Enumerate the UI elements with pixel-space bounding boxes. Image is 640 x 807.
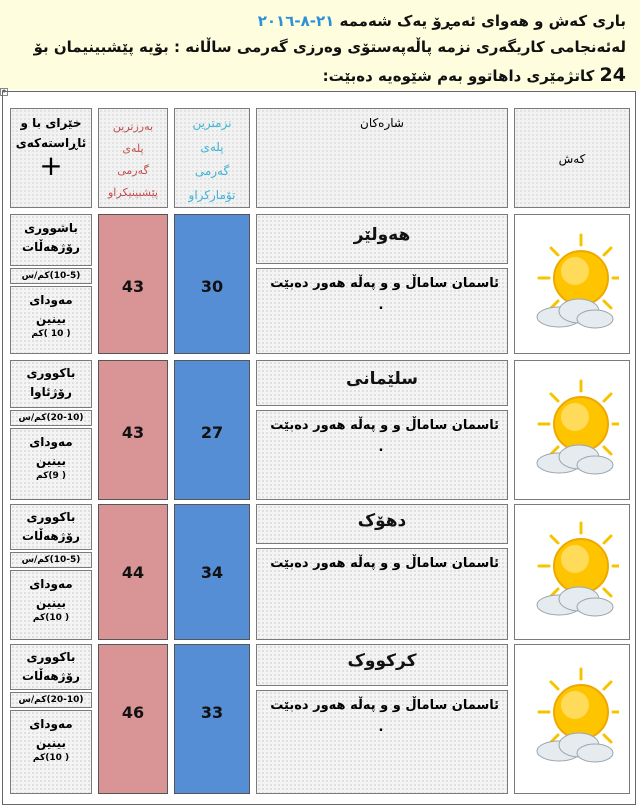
row-3-desc-cell bbox=[256, 548, 508, 640]
header-max-temp-label-4: پێشبینیکراو bbox=[108, 186, 158, 199]
row-3-max-temp-cell bbox=[98, 504, 168, 640]
header-line-1 bbox=[258, 12, 626, 30]
row-1-city-cell bbox=[256, 214, 508, 264]
row-2-min-temp: 27 bbox=[200, 423, 224, 442]
row-4-weather-cell bbox=[514, 644, 630, 794]
row-2-weather-cell bbox=[514, 360, 630, 500]
row-2-city-name: سلێمانی bbox=[346, 369, 418, 389]
header-min-temp-cell bbox=[174, 108, 250, 208]
row-3-weather-cell bbox=[514, 504, 630, 640]
row-4-city-name: کرکووک bbox=[347, 651, 417, 671]
row-1-visibility-label-2: بینین bbox=[36, 312, 66, 326]
row-3-min-temp: 34 bbox=[200, 563, 224, 582]
row-2-max-temp: 43 bbox=[121, 423, 145, 442]
row-3-wind-speed-cell bbox=[10, 552, 92, 568]
row-3-visibility-label-1: مەودای bbox=[29, 577, 73, 591]
sun-cloud-icon bbox=[529, 519, 619, 619]
row-4-wind-speed-cell bbox=[10, 692, 92, 708]
row-3-max-temp: 44 bbox=[121, 563, 145, 582]
row-1-max-temp: 43 bbox=[121, 277, 145, 296]
row-3-wind-speed: (10-5)کم/س bbox=[21, 555, 81, 565]
header-max-temp-label-1: بەرزترین bbox=[112, 120, 154, 133]
header-max-temp-cell bbox=[98, 108, 168, 208]
row-1-wind-dir-1: باشووری bbox=[24, 221, 78, 235]
header-weather-label: کەش bbox=[558, 152, 586, 166]
row-2-description: ئاسمان ساماڵ و و پەڵە هەور دەبێت bbox=[270, 418, 499, 433]
row-2-description-dot: . bbox=[378, 440, 384, 455]
sun-cloud-icon bbox=[529, 231, 619, 331]
row-2-wind-speed: (20-10)کم/س bbox=[18, 413, 84, 423]
report-header bbox=[0, 0, 640, 90]
header-weather-cell bbox=[514, 108, 630, 208]
row-4-visibility-cell bbox=[10, 710, 92, 794]
header-wind-label-1: خێرای با و bbox=[20, 116, 82, 130]
row-1-min-temp: 30 bbox=[200, 277, 224, 296]
plus-icon: + bbox=[39, 149, 63, 182]
row-4-visibility-label-2: بینین bbox=[36, 736, 66, 750]
forecast-intro: کاتژمێری داهاتوو بەم شێوەیە دەبێت: bbox=[322, 67, 595, 85]
row-1-description-dot: . bbox=[378, 298, 384, 313]
row-2-visibility-cell bbox=[10, 428, 92, 500]
header-min-temp-label-2: پلەی bbox=[200, 140, 224, 154]
row-2-wind-dir-2: رۆژئاوا bbox=[30, 385, 72, 399]
row-1-wind-dir-cell bbox=[10, 214, 92, 266]
row-4-max-temp-cell bbox=[98, 644, 168, 794]
row-1-weather-cell bbox=[514, 214, 630, 354]
row-2-max-temp-cell bbox=[98, 360, 168, 500]
row-3-visibility-label-2: بینین bbox=[36, 596, 66, 610]
row-1-min-temp-cell bbox=[174, 214, 250, 354]
table-move-handle[interactable]: + bbox=[1, 88, 7, 95]
row-3-wind-dir-1: باکووری bbox=[26, 510, 76, 524]
row-1-visibility-cell bbox=[10, 286, 92, 354]
header-wind-cell bbox=[10, 108, 92, 208]
row-3-visibility-cell bbox=[10, 570, 92, 640]
row-1-desc-cell bbox=[256, 268, 508, 354]
header-city-label: شارەکان bbox=[360, 116, 404, 130]
row-2-wind-speed-cell bbox=[10, 410, 92, 426]
header-min-temp-label-4: تۆمارکراو bbox=[188, 188, 236, 202]
row-4-description: ئاسمان ساماڵ و و پەڵە هەور دەبێت bbox=[270, 698, 499, 713]
header-line-3 bbox=[323, 64, 626, 86]
sun-cloud-icon bbox=[529, 377, 619, 477]
row-4-desc-cell bbox=[256, 690, 508, 794]
row-1-visibility-label-1: مەودای bbox=[29, 293, 73, 307]
row-4-wind-dir-2: رۆژهەڵات bbox=[22, 669, 80, 683]
row-4-max-temp: 46 bbox=[121, 703, 145, 722]
row-1-city-name: هەولێر bbox=[353, 225, 411, 245]
header-min-temp-label-3: گەرمی bbox=[194, 164, 230, 178]
row-4-city-cell bbox=[256, 644, 508, 686]
row-4-visibility-label-1: مەودای bbox=[29, 717, 73, 731]
header-line-2: لەئەنجامی کاریگەری نزمە پاڵەپەستۆی وەرزی گەرمی ساڵانە : بۆیە پێشبینیمان بۆ bbox=[33, 38, 626, 56]
row-3-min-temp-cell bbox=[174, 504, 250, 640]
forecast-hours: 24 bbox=[599, 64, 626, 86]
row-3-visibility: ( 10)کم bbox=[32, 613, 70, 623]
sun-cloud-icon bbox=[529, 665, 619, 765]
row-4-wind-dir-cell bbox=[10, 644, 92, 690]
row-3-wind-dir-cell bbox=[10, 504, 92, 550]
row-3-city-name: دهۆک bbox=[357, 511, 407, 531]
row-4-description-dot: . bbox=[378, 720, 384, 735]
row-2-desc-cell bbox=[256, 410, 508, 500]
row-4-min-temp-cell bbox=[174, 644, 250, 794]
row-2-wind-dir-cell bbox=[10, 360, 92, 408]
row-1-wind-speed-cell bbox=[10, 268, 92, 284]
row-2-city-cell bbox=[256, 360, 508, 406]
row-4-wind-dir-1: باکووری bbox=[26, 650, 76, 664]
row-2-visibility-label-1: مەودای bbox=[29, 435, 73, 449]
row-1-wind-speed: (10-5)کم/س bbox=[21, 271, 81, 281]
row-4-min-temp: 33 bbox=[200, 703, 224, 722]
header-city-cell bbox=[256, 108, 508, 208]
header-title: باری کەش و هەوای ئەمڕۆ یەک شەممە bbox=[339, 12, 626, 30]
row-1-max-temp-cell bbox=[98, 214, 168, 354]
row-1-description: ئاسمان ساماڵ و و پەڵە هەور دەبێت bbox=[270, 276, 499, 291]
header-max-temp-label-2: پلەی bbox=[122, 142, 144, 155]
row-2-min-temp-cell bbox=[174, 360, 250, 500]
row-4-visibility: ( 10)کم bbox=[32, 753, 70, 763]
header-wind-label-2: ئاڕاستەکەی bbox=[15, 136, 87, 150]
row-2-visibility: ( 9)کم bbox=[36, 471, 66, 481]
header-min-temp-label-1: نزمترین bbox=[192, 116, 232, 130]
row-2-visibility-label-2: بینین bbox=[36, 454, 66, 468]
header-date: ٢١-٨-٢٠١٦ bbox=[257, 12, 335, 30]
row-2-wind-dir-1: باکووری bbox=[26, 366, 76, 380]
row-1-visibility: ( 10 )کم bbox=[31, 329, 71, 339]
row-3-description: ئاسمان ساماڵ و و پەڵە هەور دەبێت bbox=[270, 556, 499, 571]
row-3-city-cell bbox=[256, 504, 508, 544]
row-4-wind-speed: (20-10)کم/س bbox=[18, 695, 84, 705]
header-max-temp-label-3: گەرمی bbox=[117, 164, 149, 177]
row-1-wind-dir-2: رۆژهەڵات bbox=[22, 240, 80, 254]
row-3-wind-dir-2: رۆژهەڵات bbox=[22, 529, 80, 543]
